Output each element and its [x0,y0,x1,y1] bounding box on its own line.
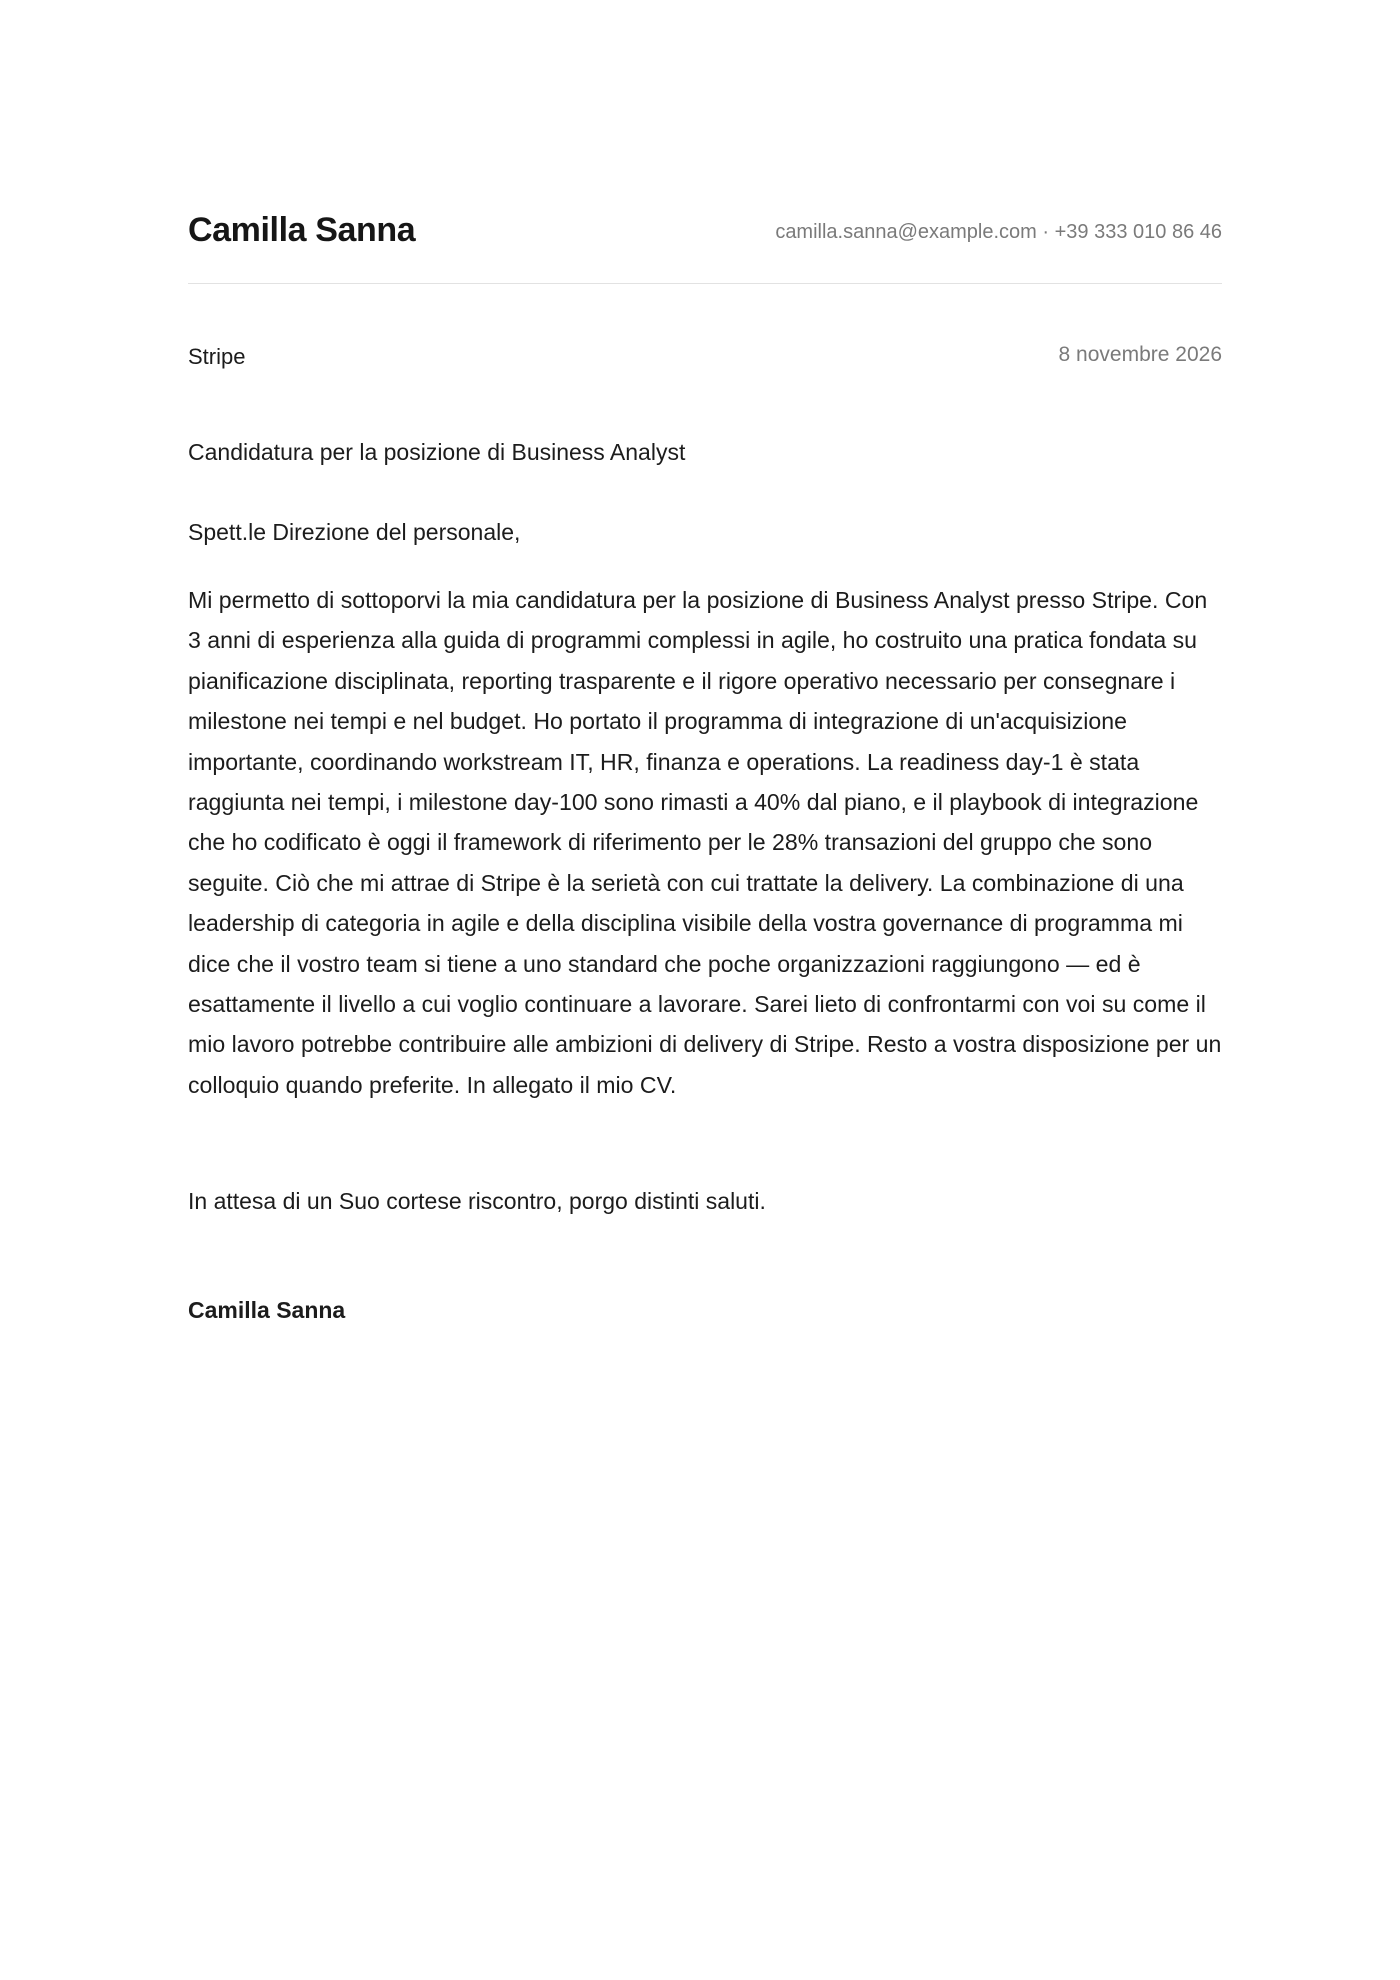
letter-body: Mi permetto di sottoporvi la mia candidatura per la posizione di Business Analyst presso Stripe. Con 3 anni di esperienza alla guida di programmi complessi in agile, ho costruito una pratica fondata su pianificazione disciplinata, reporting trasparente e il rigore operativo necessario per consegnare i milestone nei tempi e nel budget. Ho portato il programma di integrazione di un'acquisizione importante, coordinando workstream IT, HR, finanza e operations. La readiness day-1 è stata raggiunta nei tempi, i milestone day-100 sono rimasti a 40% dal piano, e il playbook di integrazione che ho codificato è oggi il framework di riferimento per le 28% transazioni del gruppo che sono seguite. Ciò che mi attrae di Stripe è la serietà con cui trattate la delivery. La combinazione di una leadership di categoria in agile e della disciplina visibile della vostra governance di programma mi dice che il vostro team si tiene a uno standard che poche organizzazioni raggiungono — ed è esattamente il livello a cui voglio continuare a lavorare. Sarei lieto di confrontarmi con voi su come il mio lavoro potrebbe contribuire alle ambizioni di delivery di Stripe. Resto a vostra disposizione per un colloquio quando preferite. In allegato il mio CV. [188,587,1222,1098]
sender-contact: camilla.sanna@example.com · +39 333 010 86 46 [775,221,1222,243]
letter-header [188,204,1222,284]
letter-signature: Camilla Sanna [188,1297,346,1323]
letter-date: 8 novembre 2026 [1058,343,1222,366]
letter-subject: Candidatura per la posizione di Business Analyst [188,439,686,465]
recipient-company: Stripe [188,344,246,369]
sender-name: Camilla Sanna [188,211,416,249]
letter-closing: In attesa di un Suo cortese riscontro, porgo distinti saluti. [188,1188,766,1214]
letter-greeting: Spett.le Direzione del personale, [188,519,521,545]
